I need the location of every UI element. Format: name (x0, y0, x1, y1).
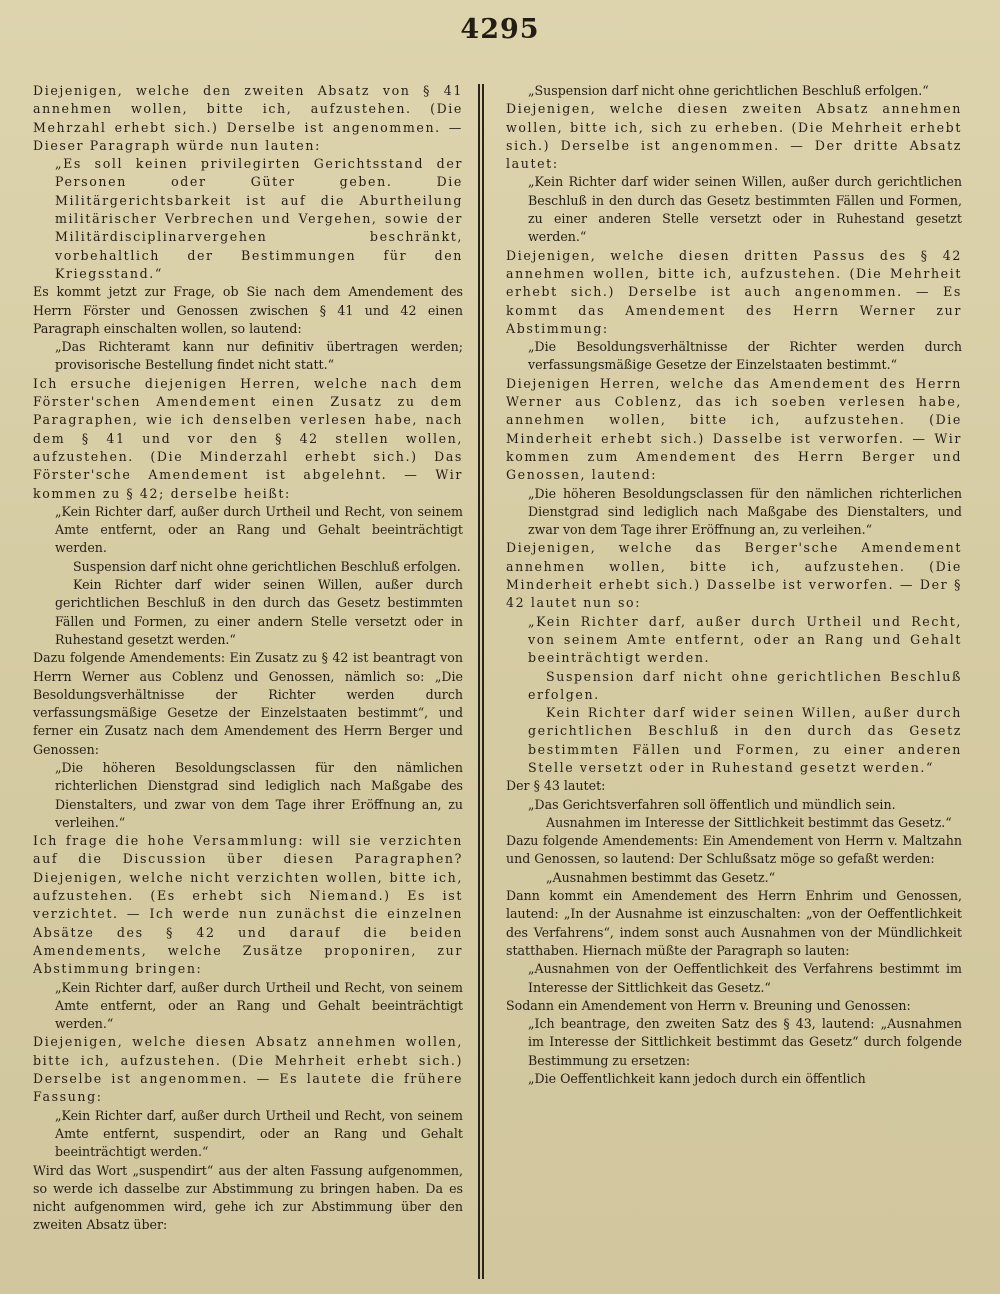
right-column (506, 82, 962, 1282)
paragraph: Ich ersuche diejenigen Herren, welche nach dem Förster'schen Amendement einen Zusatz zu dem Paragraphen, wie ich denselben verlesen habe, nach dem § 41 und vor den § 42 stellen wollen, aufzustehen. (Die Minderzahl erhebt sich.) Das Förster'sche Amendement ist abgelehnt. — Wir kommen zu § 42; derselbe heißt: (33, 375, 463, 501)
paragraph: „Ausnahmen bestimmt das Gesetz.“ (546, 869, 776, 885)
paragraph: „Die höheren Besoldungsclassen für den nämlichen richterlichen Dienstgrad sind lediglich nach Maßgabe des Dienstalters, und zwar von dem Tage ihrer Eröffnung an, zu verleihen.“ (528, 485, 962, 538)
paragraph: „Es soll keinen privilegirten Gerichtsstand der Personen oder Güter geben. Die Militärgerichtsbarkeit ist auf die Aburtheilung militärischer Verbrechen und Vergehen, sowie der Militärdisciplinarvergehen beschränkt, vorbehaltlich der Bestimmungen für den Kriegsstand.“ (55, 156, 463, 281)
paragraph: Kein Richter darf wider seinen Willen, außer durch gerichtlichen Beschluß in den durch das Gesetz bestimmten Fällen und Formen, zu einer andern Stelle versetzt oder in Ruhestand gesetzt werden.“ (55, 577, 463, 647)
paragraph: „Die Oeffentlichkeit kann jedoch durch ein öffentlich (528, 1071, 866, 1087)
paragraph: „Kein Richter darf, außer durch Urtheil und Recht, von seinem Amte entfernt, oder an Rang und Gehalt beeinträchtigt werden. (55, 503, 463, 556)
paragraph: Ausnahmen im Interesse der Sittlichkeit bestimmt das Gesetz.“ (546, 814, 952, 830)
paragraph: Dann kommt ein Amendement des Herrn Enhrim und Genossen, lautend: „In der Ausnahme ist einzuschalten: „von der Oeffentlichkeit des Verfahrens“, indem sonst auch Ausnahmen von der Mündlichkeit statthaben. Hiernach müßte der Paragraph so lauten: (506, 888, 962, 958)
paragraph: Der § 43 lautet: (506, 778, 606, 794)
paragraph: Kein Richter darf wider seinen Willen, außer durch gerichtlichen Beschluß in den durch das Gesetz bestimmten Fällen und Formen, zu einer anderen Stelle versetzt oder in Ruhestand gesetzt werden.“ (528, 705, 962, 775)
paragraph: „Das Gerichtsverfahren soll öffentlich und mündlich sein. (528, 796, 896, 812)
paragraph: Suspension darf nicht ohne gerichtlichen Beschluß erfolgen. (528, 668, 962, 702)
paragraph: Diejenigen Herren, welche das Amendement des Herrn Werner aus Coblenz, das ich soeben verlesen habe, annehmen wollen, bitte ich, aufzustehen. (Die Minderheit erhebt sich.) Dasselbe ist verworfen. — Wir kommen zum Amendement des Herrn Berger und Genossen, lautend: (506, 375, 962, 483)
paragraph: „Das Richteramt kann nur definitiv übertragen werden; provisorische Bestellung findet nicht statt.“ (55, 339, 463, 373)
paragraph: Dazu folgende Amendements: Ein Zusatz zu § 42 ist beantragt von Herrn Werner aus Coblenz und Genossen, nämlich so: „Die Besoldungsverhältnisse der Richter werden durch verfassungsmäßige Gesetze der Einzelstaaten bestimmt“, und ferner ein Zusatz nach dem Amendement des Herrn Berger und Genossen: (33, 650, 463, 757)
paragraph: Dazu folgende Amendements: Ein Amendement von Herrn v. Maltzahn und Genossen, so lautend: Der Schlußsatz möge so gefaßt werden: (506, 833, 962, 867)
left-column (33, 82, 463, 1282)
paragraph: Es kommt jetzt zur Frage, ob Sie nach dem Amendement des Herrn Förster und Genossen zwischen § 41 und 42 einen Paragraph einschalten wollen, so lautend: (33, 284, 463, 336)
paragraph: „Ausnahmen von der Oeffentlichkeit des Verfahrens bestimmt im Interesse der Sittlichkeit das Gesetz.“ (528, 961, 962, 995)
paragraph: Wird das Wort „suspendirt“ aus der alten Fassung aufgenommen, so werde ich dasselbe zur Abstimmung zu bringen haben. Da es nicht aufgenommen wird, gehe ich zur Abstimmung über den zweiten Absatz über: (33, 1162, 463, 1233)
paragraph: „Suspension darf nicht ohne gerichtlichen Beschluß erfolgen.“ (528, 83, 929, 98)
paragraph: „Die höheren Besoldungsclassen für den nämlichen richterlichen Dienstgrad sind lediglich nach Maßgabe des Dienstalters, und zwar von dem Tage ihrer Eröffnung an, zu verleihen.“ (55, 759, 463, 830)
paragraph: „Die Besoldungsverhältnisse der Richter werden durch verfassungsmäßige Gesetze der Einzelstaaten bestimmt.“ (528, 339, 962, 373)
paragraph: Diejenigen, welche das Berger'sche Amendement annehmen wollen, bitte ich, aufzustehen. (Die Minderheit erhebt sich.) Dasselbe ist verworfen. — Der § 42 lautet nun so: (506, 540, 962, 611)
paragraph: „Kein Richter darf, außer durch Urtheil und Recht, von seinem Amte entfernt, oder an Rang und Gehalt beeinträchtigt werden.“ (55, 979, 463, 1032)
paragraph: „Kein Richter darf, außer durch Urtheil und Recht, von seinem Amte entfernt, suspendirt, oder an Rang und Gehalt beeinträchtigt werden.“ (55, 1107, 463, 1160)
paragraph: Diejenigen, welche den zweiten Absatz von § 41 annehmen wollen, bitte ich, aufzustehen. (Die Mehrzahl erhebt sich.) Derselbe ist angenommen. — Dieser Paragraph würde nun lauten: (33, 83, 463, 153)
paragraph: Sodann ein Amendement von Herrn v. Breuning und Genossen: (506, 997, 911, 1013)
paragraph: Ich frage die hohe Versammlung: will sie verzichten auf die Discussion über diesen Paragraphen? Diejenigen, welche nicht verzichten wollen, bitte ich, aufzustehen. (Es erhebt sich Niemand.) Es ist verzichtet. — Ich werde nun zunächst die einzelnen Absätze des § 42 und darauf die beiden Amendements, welche Zusätze proponiren, zur Abstimmung bringen: (33, 833, 463, 977)
paragraph: „Ich beantrage, den zweiten Satz des § 43, lautend: „Ausnahmen im Interesse der Sittlichkeit bestimmt das Gesetz“ durch folgende Bestimmung zu ersetzen: (528, 1016, 962, 1068)
paragraph: Diejenigen, welche diesen zweiten Absatz annehmen wollen, bitte ich, sich zu erheben. (Die Mehrheit erhebt sich.) Derselbe ist angenommen. — Der dritte Absatz lautet: (506, 101, 962, 172)
paragraph: Diejenigen, welche diesen dritten Passus des § 42 annehmen wollen, bitte ich, aufzustehen. (Die Mehrheit erhebt sich.) Derselbe ist auch angenommen. — Es kommt das Amendement des Herrn Werner zur Abstimmung: (506, 247, 962, 336)
paragraph: „Kein Richter darf wider seinen Willen, außer durch gerichtlichen Beschluß in den durch das Gesetz bestimmten Fällen und Formen, zu einer anderen Stelle versetzt oder in Ruhestand gesetzt werden.“ (528, 174, 962, 245)
page-number: 4295 (460, 14, 540, 45)
paragraph: Diejenigen, welche diesen Absatz annehmen wollen, bitte ich, aufzustehen. (Die Mehrheit erhebt sich.) Derselbe ist angenommen. — Es lautete die frühere Fassung: (33, 1034, 463, 1105)
paragraph: „Kein Richter darf, außer durch Urtheil und Recht, von seinem Amte entfernt, oder an Rang und Gehalt beeinträchtigt werden. (528, 613, 962, 666)
paragraph: Suspension darf nicht ohne gerichtlichen Beschluß erfolgen. (73, 558, 461, 574)
column-divider (478, 84, 484, 1279)
